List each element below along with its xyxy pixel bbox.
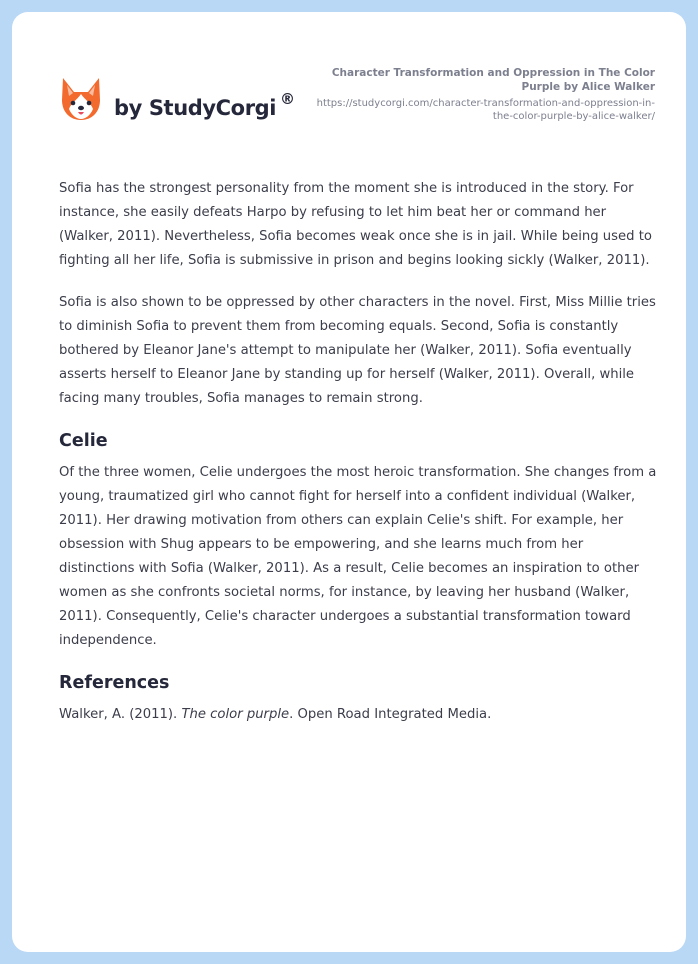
document-meta xyxy=(315,66,655,123)
body-paragraph: Sofia has the strongest personality from the moment she is introduced in the story. For instance, she easily defeats Harpo by refusing to let him beat her or command her (Walker, 2011). Nevertheless, Sofia becomes weak once she is in jail. While being used to fighting all her life, Sofia is submissive in prison and begins looking sickly (Walker, 2011). xyxy=(59,181,652,268)
reference-publisher: . Open Road Integrated Media. xyxy=(289,707,492,722)
body-paragraph: Of the three women, Celie undergoes the most heroic transformation. She changes from a young, traumatized girl who cannot fight for herself into a confident individual (Walker, 2011). Her drawing motivation from others can explain Celie's shift. For example, her obsession with Shug appears to be empowering, and she learns much from her distinctions with Sofia (Walker, 2011). As a result, Celie becomes an inspiration to other women as she confronts societal norms, for instance, by leaving her husband (Walker, 2011). Consequently, Celie's character undergoes a substantial transformation toward independence. xyxy=(59,465,657,648)
reference-entry xyxy=(59,703,659,727)
reference-author: Walker, A. (2011). xyxy=(59,707,182,722)
corgi-logo-icon xyxy=(60,76,102,122)
reference-title: The color purple xyxy=(181,707,290,722)
section-heading-celie: Celie xyxy=(59,431,108,451)
body-paragraph: Sofia is also shown to be oppressed by other characters in the novel. First, Miss Millie tries to diminish Sofia to prevent them from becoming equals. Second, Sofia is constantly bothered by Eleanor Jane's attempt to manipulate her (Walker, 2011). Sofia eventually asserts herself to Eleanor Jane by standing up for herself (Walker, 2011). Overall, while facing many troubles, Sofia manages to remain strong. xyxy=(59,295,656,406)
document-title: Character Transformation and Oppression in The Color Purple by Alice Walker xyxy=(331,67,655,93)
document-url[interactable]: https://studycorgi.com/character-transformation-and-oppression-in-the-color-purple-by-alice-walker/ xyxy=(316,98,655,122)
section-heading-references: References xyxy=(59,673,170,693)
article-body xyxy=(59,177,659,727)
registered-mark: ® xyxy=(280,90,295,108)
document-page xyxy=(12,12,686,952)
logo-wordmark: by StudyCorgi xyxy=(114,96,277,120)
